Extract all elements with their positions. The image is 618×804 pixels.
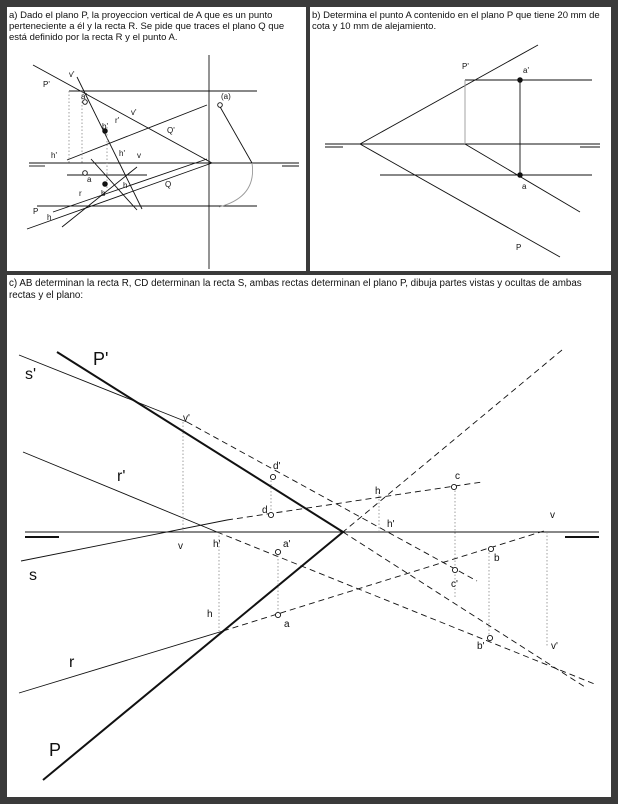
- label-v-prime-2: v': [131, 108, 137, 117]
- label-b-prime: b': [477, 641, 485, 652]
- point-d: [268, 512, 273, 517]
- panel-c: [7, 275, 611, 797]
- line-r-prime-visible: [23, 452, 217, 532]
- label-r-prime: r': [117, 468, 126, 485]
- label-p-prime: P': [43, 80, 50, 89]
- label-b: b: [101, 189, 106, 198]
- point-a: [518, 173, 523, 178]
- label-a-prime: a': [523, 66, 529, 75]
- label-d-prime: d': [273, 461, 281, 472]
- plane-p-vertical-trace: [360, 45, 538, 144]
- label-r-prime: r': [115, 116, 120, 125]
- panel-b-drawing: [310, 7, 611, 271]
- label-v-left: v: [178, 541, 183, 552]
- label-a-prime: a': [283, 539, 291, 550]
- label-b-prime: b': [102, 122, 108, 131]
- label-r: r: [79, 189, 82, 198]
- line-s-visible: [21, 520, 227, 561]
- label-d: d: [262, 505, 268, 516]
- panel-c-drawing: [7, 275, 611, 797]
- plane-p-horizontal-trace: [360, 144, 560, 257]
- label-a: a: [87, 175, 92, 184]
- label-h-prime: h': [119, 149, 125, 158]
- plane-p-vertical-trace: [57, 352, 343, 532]
- label-h-prime-right: h': [387, 519, 395, 530]
- label-q-prime: Q': [167, 126, 175, 135]
- point-a-prime: [518, 78, 523, 83]
- panel-c-prompt: c) AB determinan la recta R, CD determinan la recta S, ambas rectas determinan el plano P, dibuja partes vistas y ocultas de ambas rectas y el plano:: [9, 278, 582, 301]
- line-s-prime-hidden: [187, 422, 477, 581]
- label-v-prime-right: v': [551, 641, 558, 652]
- point-a-prime: [275, 549, 280, 554]
- label-h-bottom: h: [47, 213, 52, 222]
- line-r-prime-hidden: [217, 532, 597, 685]
- diagonal-dashed-upper: [343, 350, 562, 532]
- label-q: Q: [165, 180, 172, 189]
- label-p: P: [516, 243, 522, 252]
- label-v-right: v: [550, 510, 555, 521]
- label-a-prime: a': [81, 92, 87, 101]
- label-v-prime: v': [183, 413, 190, 424]
- label-b: b: [494, 553, 500, 564]
- label-h-prime-left: h': [213, 539, 221, 550]
- label-a-rabatted: (a): [221, 92, 231, 101]
- panel-b: [310, 7, 611, 271]
- label-p-prime: P': [93, 349, 109, 369]
- point-a: [275, 612, 280, 617]
- label-h: h: [375, 486, 381, 497]
- panel-a: [7, 7, 306, 271]
- label-c-prime: c': [451, 579, 458, 590]
- label-a: a: [522, 182, 527, 191]
- point-a-rabatted: [218, 103, 223, 108]
- line-r-visible: [19, 631, 223, 693]
- label-v: v: [137, 151, 141, 160]
- point-b: [488, 546, 493, 551]
- plane-p-horizontal-trace: [27, 163, 212, 229]
- label-v-prime: v': [69, 70, 75, 79]
- rabatment-arc: [219, 163, 253, 207]
- plane-q-horizontal-trace: [53, 159, 207, 212]
- label-h-lower: h: [207, 609, 213, 620]
- line-r-hidden: [223, 530, 547, 631]
- diagonal-dashed-lower: [343, 532, 585, 687]
- plane-p-horizontal-trace: [43, 532, 343, 780]
- label-a: a: [284, 619, 290, 630]
- panel-a-prompt: a) Dado el plano P, la proyeccion vertical de A que es un punto perteneciente a él y la recta R. Se pide que traces el plano Q que está definido por la recta R y el punto A.: [9, 10, 285, 43]
- point-c-prime: [452, 567, 457, 572]
- rabatment-line: [219, 105, 252, 163]
- label-r: r: [69, 654, 75, 671]
- point-d-prime: [270, 474, 275, 479]
- point-b: [103, 182, 108, 187]
- panel-b-prompt: b) Determina el punto A contenido en el plano P que tiene 20 mm de cota y 10 mm de alejamiento.: [312, 10, 600, 32]
- point-b-prime: [487, 635, 492, 640]
- panel-a-drawing: [7, 7, 306, 271]
- label-h: h: [123, 181, 128, 190]
- label-h-prime-left: h': [51, 151, 57, 160]
- label-p: P: [33, 207, 39, 216]
- auxiliary-trace: [465, 144, 580, 212]
- label-c: c: [455, 471, 460, 482]
- label-p: P: [49, 740, 62, 760]
- label-p-prime: P': [462, 62, 469, 71]
- label-s: s: [29, 567, 37, 584]
- label-s-prime: s': [25, 366, 37, 383]
- point-c: [451, 484, 456, 489]
